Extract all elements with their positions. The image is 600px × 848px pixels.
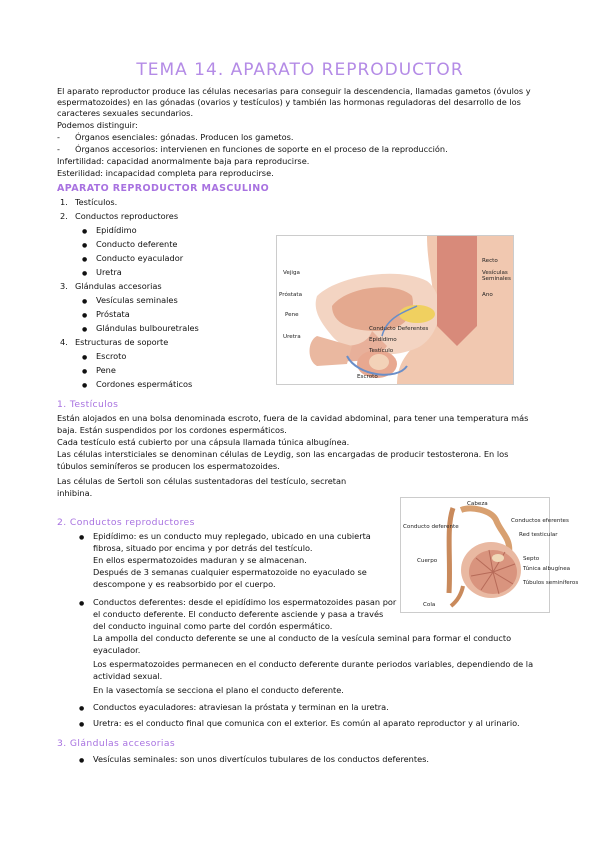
list-item: Órganos esenciales: gónadas. Producen los gametos. [75,132,294,142]
outline-number: 1. [60,197,68,207]
outline-subitem: ● Conducto eyaculador [96,253,183,264]
label-testiculo: Testículo [369,348,394,354]
label-septo: Septo [523,556,540,562]
bullet-item: ● Uretra: es el conducto final que comunica con el exterior. Es común al aparato reproductor y al urinario. [93,718,520,729]
outline-subitem: ● Glándulas bulbouretrales [96,323,199,334]
label-epididimo: Epidídimo [369,337,397,343]
bullet-item: ● Vesículas seminales: son unos divertículos tubulares de los conductos deferentes. [93,754,429,765]
text-line: La ampolla del conducto deferente se une al conducto de la vesícula seminal para formar el conducto [93,633,512,643]
bullet-item: ● Conductos deferentes: desde el epidídimo los espermatozoides pasan por [93,597,396,608]
outline-subitem: ● Epidídimo [96,225,137,236]
intro-line: espermatozoides) en las gónadas (ovarios y testículos) y también las hormonas reguladoras del desarrollo de los [57,97,521,107]
label-recto: Recto [482,258,498,264]
outline-number: 4. [60,337,68,347]
label-vesiculas: Vesículas Seminales [482,270,511,282]
list-item: Órganos accesorios: intervienen en funciones de soporte en el proceso de la reproducción. [75,144,448,154]
anatomy-figure [276,235,514,385]
text-line: el conducto deferente. El conducto deferente asciende y pasa a través [93,609,384,619]
outline-item: Glándulas accesorias [75,281,162,291]
label-red-testicular: Red testicular [519,532,558,538]
label-vejiga: Vejiga [283,270,300,276]
label-conducto-deferentes: Conducto Deferentes [369,326,429,332]
text-line: Los espermatozoides permanecen en el conducto deferente durante periodos variables, dependiendo de la [93,659,534,669]
outline-number: 2. [60,211,68,221]
label-uretra: Uretra [283,334,301,340]
list-dash: - [57,132,60,142]
intro-line: Podemos distinguir: [57,120,138,130]
text-line: fibrosa, situado por encima y por detrás del testículo. [93,543,313,553]
text-line: Están alojados en una bolsa denominada escroto, fuera de la cavidad abdominal, para tener una temperatura más [57,413,529,423]
testis-illustration [401,498,549,612]
text-line: descompone y es reabsorbido por el cuerpo. [93,579,276,589]
outline-subitem: ● Próstata [96,309,130,320]
text-line: En ellos espermatozoides maduran y se almacenan. [93,555,307,565]
testis-figure [400,497,579,613]
section-heading-conductos: 2. Conductos reproductores [57,517,195,528]
label-cuerpo: Cuerpo [417,558,438,564]
bullet-item: ● Epidídimo: es un conducto muy replegado, ubicado en una cubierta [93,531,371,542]
outline-subitem: ● Pene [96,365,116,376]
label-conducto-deferente: Conducto deferente [403,524,459,530]
outline-item: Conductos reproductores [75,211,179,221]
outline-subitem: ● Uretra [96,267,122,278]
label-escroto: Escroto [357,374,378,380]
page-title: TEMA 14. APARATO REPRODUCTOR [136,60,464,80]
definition-line: Infertilidad: capacidad anormalmente baja para reproducirse. [57,156,310,166]
text-line: En la vasectomía se secciona el plano el conducto deferente. [93,685,344,695]
label-tunica-albuginea: Túnica albugínea [523,566,571,572]
label-conductos-eferentes: Conductos eferentes [511,518,569,524]
text-line: del conducto inguinal como parte del cordón espermático. [93,621,333,631]
outline-subitem: ● Cordones espermáticos [96,379,192,390]
text-line: Después de 3 semanas cualquier espermatozoide no eyaculado se [93,567,367,577]
label-cola: Cola [423,602,436,608]
outline-subitem: ● Vesículas seminales [96,295,178,306]
bullet-item: ● Conductos eyaculadores: atraviesan la próstata y terminan en la uretra. [93,702,389,713]
text-line: inhibina. [57,488,93,498]
label-prostata: Próstata [279,292,303,298]
text-line: actividad sexual. [93,671,163,681]
text-line: eyaculador. [93,645,141,655]
section-heading-glandulas: 3. Glándulas accesorias [57,738,176,749]
text-line: Las células de Sertoli son células sustentadoras del testículo, secretan [57,476,347,486]
label-cabeza: Cabeza [467,501,488,507]
outline-number: 3. [60,281,68,291]
intro-line: caracteres sexuales secundarios. [57,108,194,118]
label-tubulos-seminiferos: Túbulos seminíferos [523,580,579,586]
label-pene: Pene [285,312,299,318]
section-heading: APARATO REPRODUCTOR MASCULINO [57,183,270,194]
outline-subitem: ● Conducto deferente [96,239,177,250]
outline-item: Testículos. [75,197,118,207]
text-line: Cada testículo está cubierto por una cápsula llamada túnica albugínea. [57,437,350,447]
intro-line: El aparato reproductor produce las células necesarias para conseguir la descendencia, llamadas gametos (óvulos y [57,86,531,96]
label-ano: Ano [482,292,493,298]
outline-item: Estructuras de soporte [75,337,169,347]
list-dash: - [57,144,60,154]
definition-line: Esterilidad: incapacidad completa para reproducirse. [57,168,274,178]
text-line: Las células intersticiales se denominan células de Leydig, son las encargadas de producir testosterona. En los [57,449,509,459]
outline-subitem: ● Escroto [96,351,126,362]
section-heading-testiculos: 1. Testículos [57,399,119,410]
text-line: baja. Están suspendidos por los cordones espermáticos. [57,425,287,435]
text-line: túbulos seminíferos se producen los espermatozoides. [57,461,280,471]
anatomy-illustration [277,236,513,384]
